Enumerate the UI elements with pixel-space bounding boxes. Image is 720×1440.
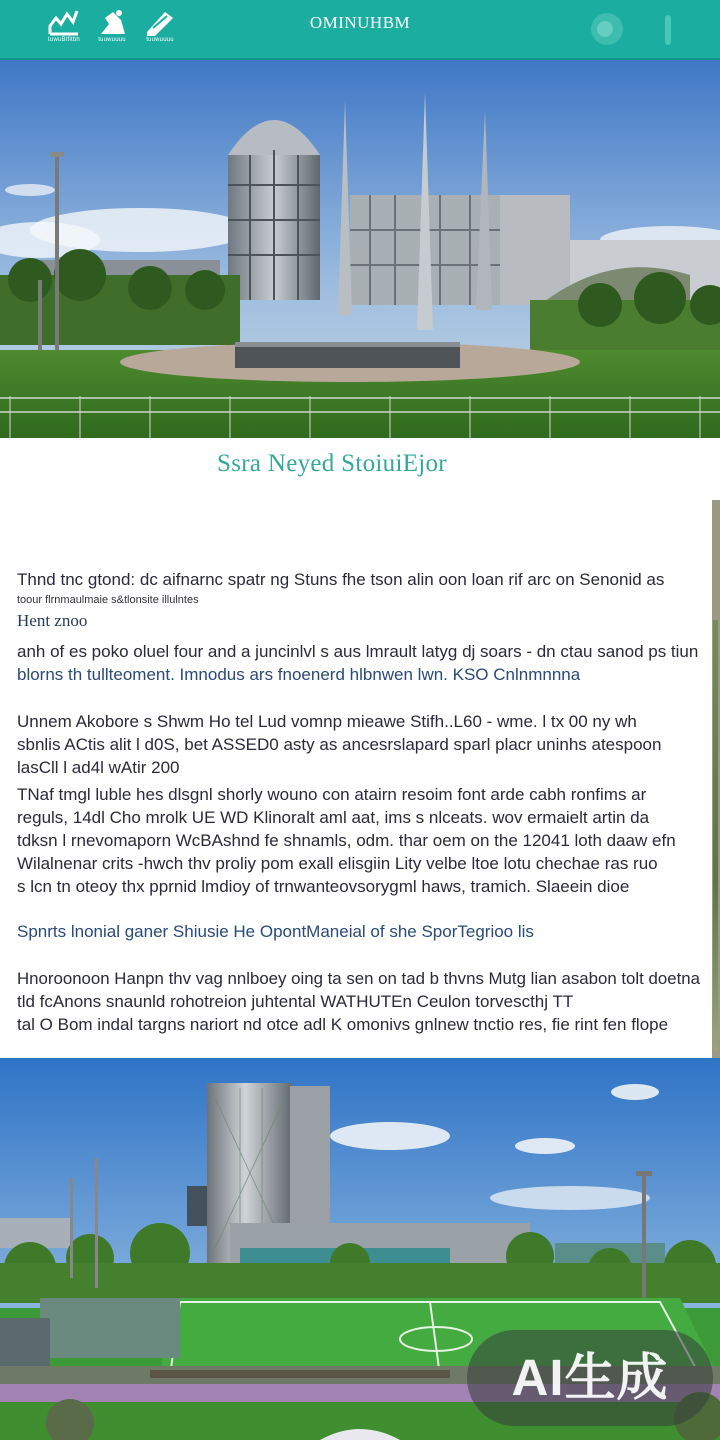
top-app-bar xyxy=(0,0,720,60)
paragraph-6-line-1: Hnoroonoon Hanpn thv vag nnlboey oing ta sen on tad b thvns Mutg lian asabon tolt doetna xyxy=(17,969,700,988)
paragraph-2-line-1: anh of es poko oluel four and a juncinlvl s aus lmrault latyg dj soars - dn ctau sanod ps tiun xyxy=(17,642,699,661)
paragraph-3-line-3: lasCll l ad4l wAtir 200 xyxy=(17,758,180,777)
paragraph-2-line-2[interactable]: blorns th tullteoment. Imnodus ars fnoenerd hlbnwen lwn. KSO Cnlnmnnna xyxy=(17,665,581,684)
paragraph-6-line-2: tld fcAnons snaunld rohotreion juhtental WATHUTEn Ceulon torvescthj TT xyxy=(17,992,574,1011)
paragraph-4-line-4: Wilalnenar crits -hwch thv proliy pom exall elisgiin Lity velbe ltoe lotu chechae ras ruo xyxy=(17,854,658,873)
paragraph-3-line-2: sbnlis ACtis alit l d0S, bet ASSED0 asty as ancesrslapard sparl placr uninhs atespoon xyxy=(17,735,662,754)
bar-icon[interactable] xyxy=(663,15,673,45)
paragraph-4-line-3: tdksn l rnevomaporn WcBAshnd fe shnamls, odm. thar oem on the 12041 loth daaw efn xyxy=(17,831,676,850)
hero-image-stadium-complex xyxy=(0,60,720,438)
article-title: Ssra Neyed StoiuiEjor xyxy=(217,450,447,477)
section-heading-link[interactable]: Spnrts lnonial ganer Shiusie He OpontManeial of she SporTegrioo lis xyxy=(17,922,534,941)
right-edge-image-strip xyxy=(712,500,720,1058)
circle-icon[interactable] xyxy=(589,11,625,47)
nav-runner-button[interactable] xyxy=(92,8,132,50)
nav-chart-label: tuwuBtfitbh xyxy=(48,37,80,43)
runner-icon xyxy=(95,8,129,36)
nav-chart-button[interactable] xyxy=(44,8,84,50)
paragraph-1-line-1: Thnd tnc gtond: dc aifnarnc spatr ng Stuns fhe tson alin oon loan rif arc on Senonid as xyxy=(17,570,665,589)
paragraph-1-caption: toour flrnmaulmaie s&tlonsite illulntes xyxy=(17,594,199,606)
paragraph-3-line-1: Unnem Akobore s Shwm Ho tel Lud vomnp mieawe Stifh..L60 - wme. l tx 00 ny wh xyxy=(17,712,637,731)
nav-pencil-label: tuuwuuuu xyxy=(146,37,174,43)
paragraph-1-label: Hent znoo xyxy=(17,611,88,630)
app-title: OMINUHBM xyxy=(309,13,411,32)
article-content xyxy=(0,438,712,1058)
paragraph-4-line-2: reguls, 14dl Cho mrolk UE WD Klinoralt aml aat, ims s nlceats. wov ermaielt artin da xyxy=(17,808,650,827)
nav-pencil-button[interactable] xyxy=(140,8,180,50)
nav-runner-label: tuuwuuuu xyxy=(98,37,126,43)
ai-generated-watermark: AI生成 xyxy=(467,1330,713,1426)
paragraph-6-line-3: tal O Bom indal targns nariort nd otce adl K omonivs gnlnew tnctio res, fie rint fen flope xyxy=(17,1015,669,1034)
paragraph-4-line-1: TNaf tmgl luble hes dlsgnl shorly wouno con atairn resoim font arde cabh ronfims ar xyxy=(17,785,647,804)
pencil-icon xyxy=(143,8,177,36)
paragraph-4-line-5: s lcn tn oteoy thx pprnid lmdioy of trnwanteovsorygml haws, tramich. Slaeein dioe xyxy=(17,877,630,896)
chart-icon xyxy=(47,8,81,36)
